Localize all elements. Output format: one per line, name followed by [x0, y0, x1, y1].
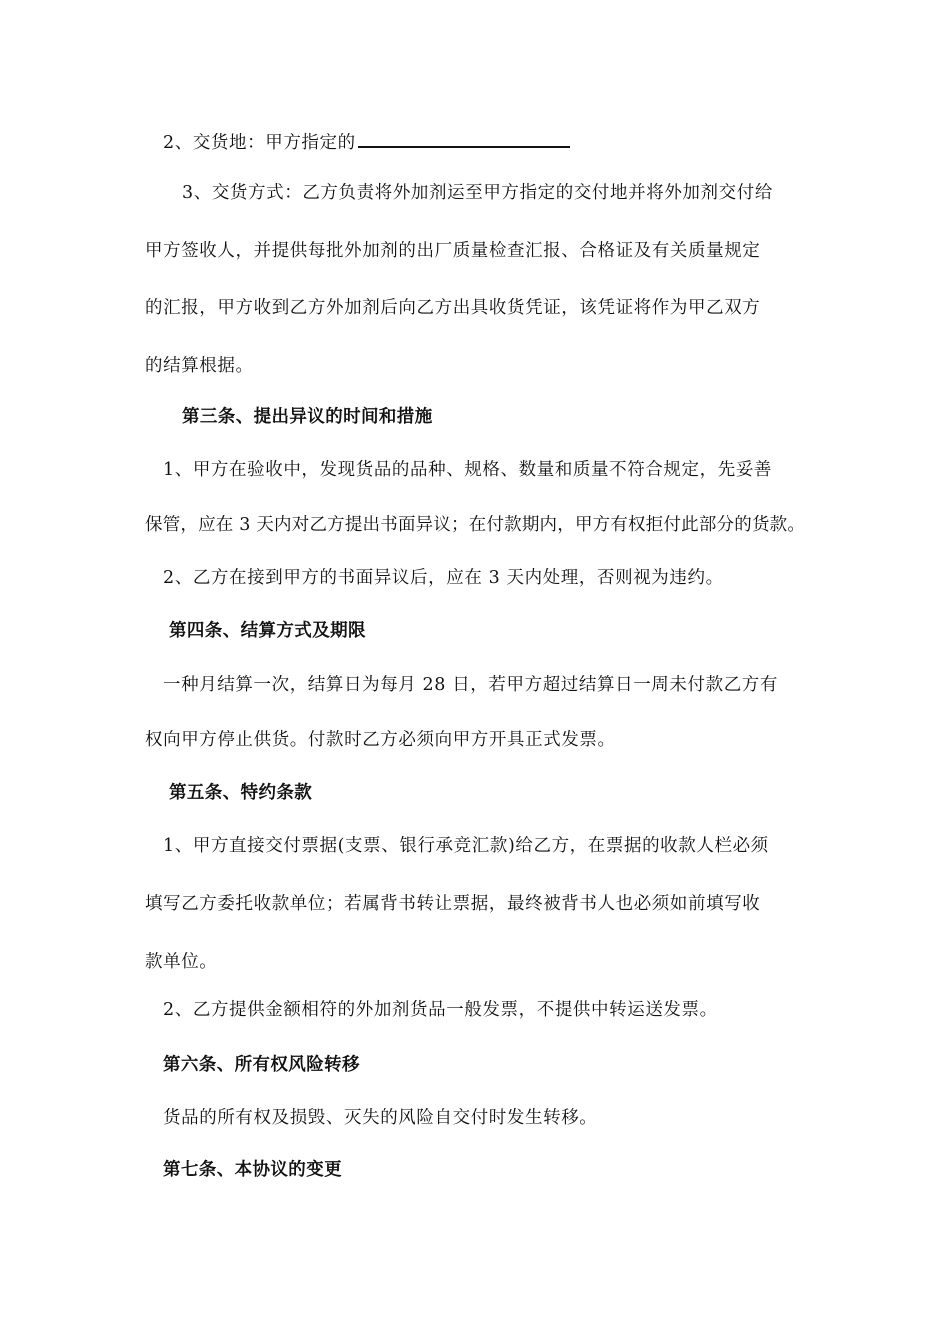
- paragraph-line: 的汇报，甲方收到乙方外加剂后向乙方出具收货凭证，该凭证将作为甲乙双方: [145, 298, 761, 318]
- paragraph-line: 甲方签收人，并提供每批外加剂的出厂质量检查汇报、合格证及有关质量规定: [145, 241, 761, 261]
- paragraph-line: 1、甲方直接交付票据(支票、银行承竞汇款)给乙方，在票据的收款人栏必须: [163, 836, 769, 856]
- delivery-place-blank: [358, 128, 570, 148]
- paragraph-line: 一种月结算一次，结算日为每月 28 日，若甲方超过结算日一周未付款乙方有: [163, 675, 778, 695]
- paragraph-line: 的结算根据。: [145, 356, 254, 376]
- paragraph-line: 2、乙方提供金额相符的外加剂货品一般发票，不提供中转运送发票。: [163, 1000, 718, 1020]
- delivery-place-text: 2、交货地：甲方指定的: [163, 133, 356, 153]
- paragraph-line: 3、交货方式：乙方负责将外加剂运至甲方指定的交付地并将外加剂交付给: [182, 183, 773, 203]
- section-heading-3: 第三条、提出异议的时间和措施: [182, 407, 433, 427]
- section-heading-7: 第七条、本协议的变更: [163, 1160, 342, 1180]
- paragraph-line: 权向甲方停止供货。付款时乙方必须向甲方开具正式发票。: [145, 730, 616, 750]
- paragraph-line: 填写乙方委托收款单位；若属背书转让票据，最终被背书人也必须如前填写收: [145, 894, 761, 914]
- delivery-place-line: [163, 128, 570, 155]
- paragraph-line: 保管，应在 3 天内对乙方提出书面异议；在付款期内，甲方有权拒付此部分的货款。: [145, 515, 806, 535]
- section-heading-6: 第六条、所有权风险转移: [163, 1055, 360, 1075]
- section-heading-5: 第五条、特约条款: [169, 783, 313, 803]
- paragraph-line: 款单位。: [145, 952, 218, 972]
- paragraph-line: 1、甲方在验收中，发现货品的品种、规格、数量和质量不符合规定，先妥善: [163, 460, 773, 480]
- paragraph-line: 货品的所有权及损毁、灭失的风险自交付时发生转移。: [163, 1108, 598, 1128]
- section-heading-4: 第四条、结算方式及期限: [169, 621, 366, 641]
- paragraph-line: 2、乙方在接到甲方的书面异议后，应在 3 天内处理，否则视为违约。: [163, 568, 724, 588]
